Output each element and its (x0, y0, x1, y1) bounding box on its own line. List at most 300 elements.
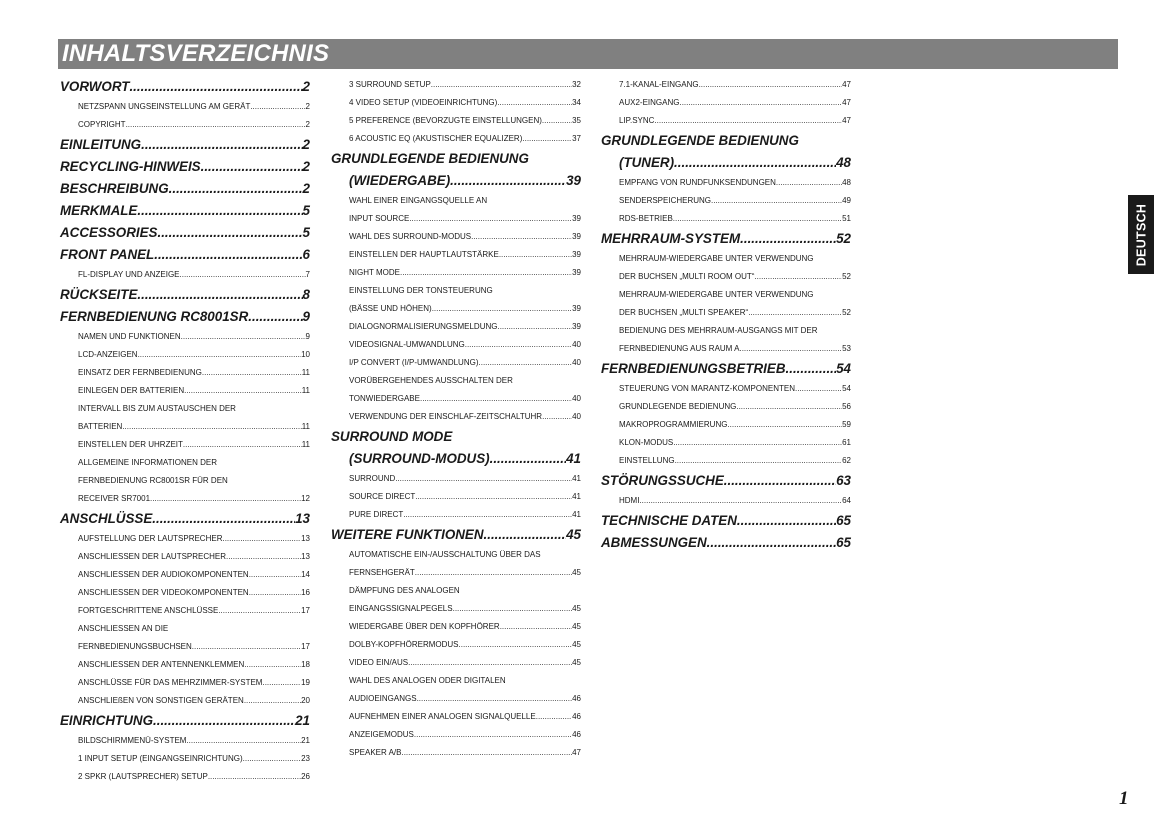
toc-page-number: 64 (842, 496, 851, 505)
toc-heading[interactable] (60, 508, 310, 530)
toc-page-number: 46 (572, 694, 581, 703)
toc-entry[interactable] (60, 656, 310, 674)
toc-heading[interactable] (601, 152, 851, 174)
toc-page-number: 17 (301, 642, 310, 651)
toc-entry-title: AUFSTELLUNG DER LAUTSPRECHER (78, 534, 223, 543)
dot-leader (208, 768, 301, 786)
toc-heading[interactable] (60, 178, 310, 200)
toc-heading[interactable] (60, 306, 310, 328)
dot-leader (699, 76, 843, 94)
toc-page-number: 45 (572, 604, 581, 613)
toc-entry[interactable] (60, 674, 310, 692)
toc-page-number: 52 (842, 308, 851, 317)
toc-entry[interactable] (601, 492, 851, 510)
toc-entry-title: WIEDERGABE ÜBER DEN KOPFHÖRER (349, 622, 500, 631)
dot-leader (490, 450, 567, 468)
toc-entry[interactable] (331, 372, 581, 390)
toc-page-number: 40 (572, 394, 581, 403)
toc-entry[interactable] (601, 112, 851, 130)
dot-leader (737, 512, 836, 530)
toc-entry[interactable] (331, 264, 581, 282)
toc-entry[interactable] (601, 340, 851, 358)
toc-page-number: 19 (301, 678, 310, 687)
toc-page-number: 16 (301, 588, 310, 597)
toc-page-number: 39 (566, 173, 581, 188)
dot-leader (192, 638, 301, 656)
toc-entry[interactable] (331, 408, 581, 426)
toc-page-number: 39 (572, 232, 581, 241)
toc-entry-title: VORWORT (60, 79, 130, 94)
toc-entry-title: ANSCHLIESSEN DER LAUTSPRECHER (78, 552, 227, 561)
toc-page-number: 39 (572, 214, 581, 223)
dot-leader (400, 264, 572, 282)
toc-entry[interactable] (60, 750, 310, 768)
toc-heading[interactable] (60, 134, 310, 156)
toc-entry-title: FERNBEDIENUNG RC8001SR FÜR DEN (78, 476, 228, 485)
toc-page-number: 17 (301, 606, 310, 615)
toc-page-number: 46 (572, 730, 581, 739)
toc-page-number: 9 (305, 332, 310, 341)
dot-leader (654, 112, 842, 130)
toc-entry[interactable] (601, 192, 851, 210)
toc-entry-title: GRUNDLEGENDE BEDIENUNG (619, 402, 737, 411)
dot-leader (122, 418, 301, 436)
toc-entry[interactable] (601, 416, 851, 434)
dot-leader (674, 154, 836, 172)
toc-entry[interactable] (331, 192, 581, 210)
toc-entry-title: FERNBEDIENUNG AUS RAUM A (619, 344, 740, 353)
toc-entry[interactable] (331, 618, 581, 636)
toc-heading[interactable] (601, 228, 851, 250)
toc-entry-title: BATTERIEN (78, 422, 123, 431)
toc-entry[interactable] (331, 726, 581, 744)
toc-entry-title: BESCHREIBUNG (60, 181, 169, 196)
dot-leader (415, 564, 572, 582)
toc-page-number: 23 (301, 754, 310, 763)
toc-entry[interactable] (331, 210, 581, 228)
toc-page-number: 45 (572, 658, 581, 667)
toc-page-number: 5 (302, 225, 310, 240)
toc-entry-title: FL-DISPLAY UND ANZEIGE (78, 270, 180, 279)
toc-page-number: 11 (301, 440, 310, 449)
dot-leader (201, 158, 303, 176)
toc-entry-title: AUFNEHMEN EINER ANALOGEN SIGNALQUELLE (349, 712, 536, 721)
dot-leader (786, 360, 837, 378)
toc-entry-title: MAKROPROGRAMMIERUNG (619, 420, 728, 429)
toc-heading[interactable] (60, 244, 310, 266)
toc-entry[interactable] (601, 304, 851, 322)
toc-entry[interactable] (331, 470, 581, 488)
dot-leader (222, 530, 301, 548)
toc-page-number: 11 (301, 386, 310, 395)
toc-entry[interactable] (331, 636, 581, 654)
toc-entry-title: FERNBEDIENUNG RC8001SR (60, 309, 249, 324)
dot-leader (739, 340, 842, 358)
toc-entry[interactable] (331, 564, 581, 582)
dot-leader (141, 136, 302, 154)
toc-entry-title: ANSCHLIESSEN DER AUDIOKOMPONENTEN (78, 570, 249, 579)
dot-leader (727, 416, 842, 434)
toc-page-number: 39 (572, 250, 581, 259)
toc-entry[interactable] (60, 116, 310, 134)
toc-heading[interactable] (331, 524, 581, 546)
dot-leader (129, 78, 302, 96)
toc-entry-title: ANSCHLIESSEN AN DIE (78, 624, 169, 633)
toc-page-number: 21 (295, 713, 310, 728)
toc-entry-title: DER BUCHSEN „MULTI SPEAKER“ (619, 308, 749, 317)
toc-page-number: 45 (572, 568, 581, 577)
toc-page-number: 11 (301, 422, 310, 431)
toc-heading[interactable] (331, 426, 581, 448)
toc-entry-title: MERKMALE (60, 203, 138, 218)
dot-leader (484, 526, 567, 544)
toc-entry-title: TECHNISCHE DATEN (601, 513, 737, 528)
toc-page-number: 39 (572, 322, 581, 331)
toc-entry[interactable] (60, 454, 310, 472)
toc-entry[interactable] (331, 708, 581, 726)
dot-leader (415, 488, 572, 506)
toc-entry[interactable] (60, 548, 310, 566)
toc-page-number: 21 (301, 736, 310, 745)
toc-entry-title: EINRICHTUNG (60, 713, 153, 728)
toc-column-2 (331, 76, 581, 762)
toc-entry[interactable] (60, 472, 310, 490)
toc-entry-title: FERNBEDIENUNGSBETRIEB (601, 361, 786, 376)
toc-page-number: 34 (572, 98, 581, 107)
toc-page-number: 11 (301, 368, 310, 377)
toc-entry-title: AUX2-EINGANG (619, 98, 680, 107)
toc-page-number: 48 (842, 178, 851, 187)
toc-entry-title: NIGHT MODE (349, 268, 400, 277)
toc-heading[interactable] (60, 76, 310, 98)
toc-page-number: 41 (566, 451, 581, 466)
toc-page-number: 59 (842, 420, 851, 429)
toc-entry[interactable] (601, 76, 851, 94)
toc-entry-title: DIALOGNORMALISIERUNGSMELDUNG (349, 322, 498, 331)
toc-entry[interactable] (60, 530, 310, 548)
toc-heading[interactable] (601, 532, 851, 554)
toc-page-number: 54 (842, 384, 851, 393)
toc-entry[interactable] (601, 322, 851, 340)
toc-entry[interactable] (331, 112, 581, 130)
language-tab (1128, 195, 1154, 274)
toc-entry-title: MEHRRAUM-WIEDERGABE UNTER VERWENDUNG (619, 254, 814, 263)
dot-leader (459, 636, 573, 654)
toc-entry[interactable] (60, 382, 310, 400)
dot-leader (244, 692, 301, 710)
toc-heading[interactable] (60, 710, 310, 732)
toc-heading[interactable] (60, 200, 310, 222)
dot-leader (795, 380, 842, 398)
page-title: INHALTSVERZEICHNIS (62, 40, 330, 67)
toc-entry[interactable] (60, 400, 310, 418)
toc-heading[interactable] (601, 130, 851, 152)
toc-entry[interactable] (60, 328, 310, 346)
dot-leader (420, 390, 572, 408)
toc-entry[interactable] (60, 418, 310, 436)
toc-entry-title: ACCESSORIES (60, 225, 158, 240)
toc-entry[interactable] (60, 98, 310, 116)
toc-entry-title: 1 INPUT SETUP (EINGANGSEINRICHTUNG) (78, 754, 243, 763)
toc-entry-title: WEITERE FUNKTIONEN (331, 527, 484, 542)
toc-entry-title: 3 SURROUND SETUP (349, 80, 431, 89)
toc-heading[interactable] (601, 470, 851, 492)
dot-leader (401, 744, 572, 762)
page-number: 1 (1119, 788, 1129, 809)
toc-entry-title: ANSCHLÜSSE FÜR DAS MEHRZIMMER-SYSTEM (78, 678, 263, 687)
toc-page-number: 2 (302, 137, 310, 152)
toc-page-number: 47 (842, 116, 851, 125)
dot-leader (157, 224, 302, 242)
toc-page-number: 18 (301, 660, 310, 669)
toc-entry[interactable] (601, 250, 851, 268)
toc-column-3 (601, 76, 851, 554)
toc-entry-title: EINGANGSSIGNALPEGELS (349, 604, 453, 613)
toc-entry[interactable] (60, 566, 310, 584)
toc-entry-title: RECYCLING-HINWEIS (60, 159, 201, 174)
toc-entry-title: MEHRRAUM-WIEDERGABE UNTER VERWENDUNG (619, 290, 814, 299)
toc-entry-title: ANSCHLIESSEN DER ANTENNENKLEMMEN (78, 660, 245, 669)
toc-entry-title: WAHL DES ANALOGEN ODER DIGITALEN (349, 676, 506, 685)
toc-entry[interactable] (601, 398, 851, 416)
toc-entry[interactable] (601, 452, 851, 470)
dot-leader (409, 210, 572, 228)
toc-entry[interactable] (331, 246, 581, 264)
toc-page-number: 54 (836, 361, 851, 376)
toc-heading[interactable] (60, 222, 310, 244)
toc-entry[interactable] (601, 380, 851, 398)
toc-page-number: 40 (572, 358, 581, 367)
toc-page-number: 47 (572, 748, 581, 757)
toc-entry-title: SENDERSPEICHERUNG (619, 196, 712, 205)
toc-entry[interactable] (331, 318, 581, 336)
toc-heading[interactable] (60, 156, 310, 178)
toc-entry-title: STÖRUNGSSUCHE (601, 473, 724, 488)
dot-leader (542, 112, 572, 130)
toc-entry-title: FORTGESCHRITTENE ANSCHLÜSSE (78, 606, 219, 615)
toc-entry-title: RECEIVER SR7001 (78, 494, 151, 503)
toc-entry[interactable] (331, 672, 581, 690)
toc-entry[interactable] (601, 210, 851, 228)
dot-leader (432, 300, 572, 318)
toc-entry[interactable] (60, 768, 310, 786)
toc-entry[interactable] (60, 584, 310, 602)
toc-entry-title: AUTOMATISCHE EIN-/AUSSCHALTUNG ÜBER DAS (349, 550, 541, 559)
toc-page-number: 20 (301, 696, 310, 705)
toc-entry[interactable] (331, 130, 581, 148)
toc-entry[interactable] (331, 582, 581, 600)
toc-entry-title: STEUERUNG VON MARANTZ-KOMPONENTEN (619, 384, 796, 393)
toc-entry[interactable] (60, 346, 310, 364)
toc-entry-title: INTERVALL BIS ZUM AUSTAUSCHEN DER (78, 404, 236, 413)
dot-leader (183, 436, 302, 454)
toc-entry-title: ANSCHLIEßEN VON SONSTIGEN GERÄTEN (78, 696, 244, 705)
toc-page-number: 52 (842, 272, 851, 281)
toc-entry-title: EINSTELLUNG (619, 456, 675, 465)
dot-leader (707, 534, 836, 552)
toc-entry[interactable] (60, 490, 310, 508)
toc-entry-title: WAHL DES SURROUND-MODUS (349, 232, 472, 241)
toc-heading[interactable] (601, 358, 851, 380)
toc-page-number: 65 (836, 513, 851, 528)
dot-leader (244, 656, 301, 674)
toc-entry[interactable] (601, 286, 851, 304)
toc-page-number: 35 (572, 116, 581, 125)
toc-entry-title: EINSTELLUNG DER TONSTEUERUNG (349, 286, 493, 295)
dot-leader (248, 308, 302, 326)
toc-entry-title: KLON-MODUS (619, 438, 674, 447)
toc-entry-title: SURROUND MODE (331, 429, 453, 444)
toc-entry-title: FRONT PANEL (60, 247, 155, 262)
dot-leader (169, 180, 303, 198)
toc-entry[interactable] (331, 654, 581, 672)
toc-page-number: 2 (305, 120, 310, 129)
toc-page-number: 61 (842, 438, 851, 447)
dot-leader (450, 172, 566, 190)
dot-leader (465, 336, 572, 354)
toc-entry[interactable] (60, 620, 310, 638)
toc-page-number: 39 (572, 304, 581, 313)
toc-page-number: 63 (836, 473, 851, 488)
toc-entry[interactable] (60, 638, 310, 656)
dot-leader (673, 434, 842, 452)
toc-page-number: 41 (572, 492, 581, 501)
toc-entry[interactable] (331, 744, 581, 762)
toc-page-number: 13 (301, 534, 310, 543)
toc-entry[interactable] (60, 266, 310, 284)
toc-heading[interactable] (331, 448, 581, 470)
toc-entry[interactable] (331, 228, 581, 246)
toc-entry-title: INPUT SOURCE (349, 214, 410, 223)
dot-leader (497, 94, 572, 112)
toc-page-number: 41 (572, 474, 581, 483)
toc-entry-title: HDMI (619, 496, 640, 505)
toc-entry[interactable] (601, 174, 851, 192)
toc-page-number: 37 (572, 134, 581, 143)
toc-entry-title: NAMEN UND FUNKTIONEN (78, 332, 181, 341)
toc-entry-title: EMPFANG VON RUNDFUNKSENDUNGEN (619, 178, 776, 187)
toc-heading[interactable] (601, 510, 851, 532)
toc-page-number: 32 (572, 80, 581, 89)
toc-entry[interactable] (331, 390, 581, 408)
toc-page-number: 14 (301, 570, 310, 579)
toc-heading[interactable] (331, 148, 581, 170)
toc-entry[interactable] (601, 434, 851, 452)
toc-column-1 (60, 76, 310, 786)
toc-entry-title: RDS-BETRIEB (619, 214, 673, 223)
toc-entry-title: VIDEO EIN/AUS (349, 658, 409, 667)
toc-entry[interactable] (331, 336, 581, 354)
toc-page-number: 13 (301, 552, 310, 561)
toc-entry[interactable] (60, 364, 310, 382)
dot-leader (186, 732, 301, 750)
toc-page-number: 40 (572, 340, 581, 349)
toc-entry-title: EINLEITUNG (60, 137, 142, 152)
toc-page-number: 12 (301, 494, 310, 503)
dot-leader (417, 690, 573, 708)
toc-entry[interactable] (60, 602, 310, 620)
toc-page-number: 45 (566, 527, 581, 542)
dot-leader (138, 346, 302, 364)
toc-entry-title: RÜCKSEITE (60, 287, 138, 302)
dot-leader (639, 492, 842, 510)
toc-entry[interactable] (331, 94, 581, 112)
dot-leader (471, 228, 572, 246)
toc-entry-title: 6 ACOUSTIC EQ (AKUSTISCHER EQUALIZER) (349, 134, 523, 143)
toc-entry[interactable] (331, 76, 581, 94)
toc-entry[interactable] (60, 436, 310, 454)
toc-entry-title: FERNSEHGERÄT (349, 568, 415, 577)
toc-heading[interactable] (331, 170, 581, 192)
toc-entry[interactable] (331, 690, 581, 708)
toc-page-number: 46 (572, 712, 581, 721)
toc-page-number: 41 (572, 510, 581, 519)
dot-leader (218, 602, 301, 620)
toc-entry-title: (SURROUND-MODUS) (349, 451, 490, 466)
toc-page-number: 6 (302, 247, 310, 262)
toc-page-number: 13 (295, 511, 310, 526)
toc-entry-title: (BÄSSE UND HÖHEN) (349, 304, 432, 313)
toc-entry[interactable] (331, 300, 581, 318)
toc-page-number: 56 (842, 402, 851, 411)
dot-leader (249, 584, 301, 602)
toc-page-number: 53 (842, 344, 851, 353)
toc-entry[interactable] (331, 488, 581, 506)
toc-page-number: 5 (302, 203, 310, 218)
toc-entry-title: 7.1-KANAL-EINGANG (619, 80, 699, 89)
language-tab-label: DEUTSCH (1134, 203, 1148, 266)
dot-leader (250, 98, 305, 116)
toc-entry[interactable] (331, 506, 581, 524)
toc-page-number: 49 (842, 196, 851, 205)
dot-leader (150, 490, 301, 508)
toc-page-number: 39 (572, 268, 581, 277)
dot-leader (679, 94, 842, 112)
toc-entry-title: SPEAKER A/B (349, 748, 402, 757)
dot-leader (479, 354, 573, 372)
dot-leader (748, 304, 842, 322)
toc-page-number: 65 (836, 535, 851, 550)
toc-entry[interactable] (331, 282, 581, 300)
dot-leader (453, 600, 573, 618)
toc-entry-title: EINSATZ DER FERNBEDIENUNG (78, 368, 202, 377)
title-bar (58, 39, 1118, 69)
toc-entry-title: (TUNER) (619, 155, 675, 170)
toc-page-number: 26 (301, 772, 310, 781)
toc-entry-title: EINSTELLEN DER HAUPTLAUTSTÄRKE (349, 250, 499, 259)
toc-entry[interactable] (331, 546, 581, 564)
dot-leader (499, 246, 572, 264)
dot-leader (740, 230, 836, 248)
toc-entry-title: WAHL EINER EINGANGSQUELLE AN (349, 196, 488, 205)
toc-entry-title: MEHRRAUM-SYSTEM (601, 231, 741, 246)
toc-entry-title: 2 SPKR (LAUTSPRECHER) SETUP (78, 772, 208, 781)
toc-page-number: 10 (301, 350, 310, 359)
toc-entry-title: LCD-ANZEIGEN (78, 350, 138, 359)
toc-entry[interactable] (331, 354, 581, 372)
toc-entry-title: EINLEGEN DER BATTERIEN (78, 386, 185, 395)
dot-leader (497, 318, 572, 336)
toc-entry[interactable] (601, 94, 851, 112)
dot-leader (181, 328, 306, 346)
toc-entry[interactable] (601, 268, 851, 286)
toc-entry[interactable] (60, 732, 310, 750)
toc-entry[interactable] (331, 600, 581, 618)
toc-entry[interactable] (60, 692, 310, 710)
dot-leader (243, 750, 301, 768)
toc-heading[interactable] (60, 284, 310, 306)
toc-page-number: 62 (842, 456, 851, 465)
